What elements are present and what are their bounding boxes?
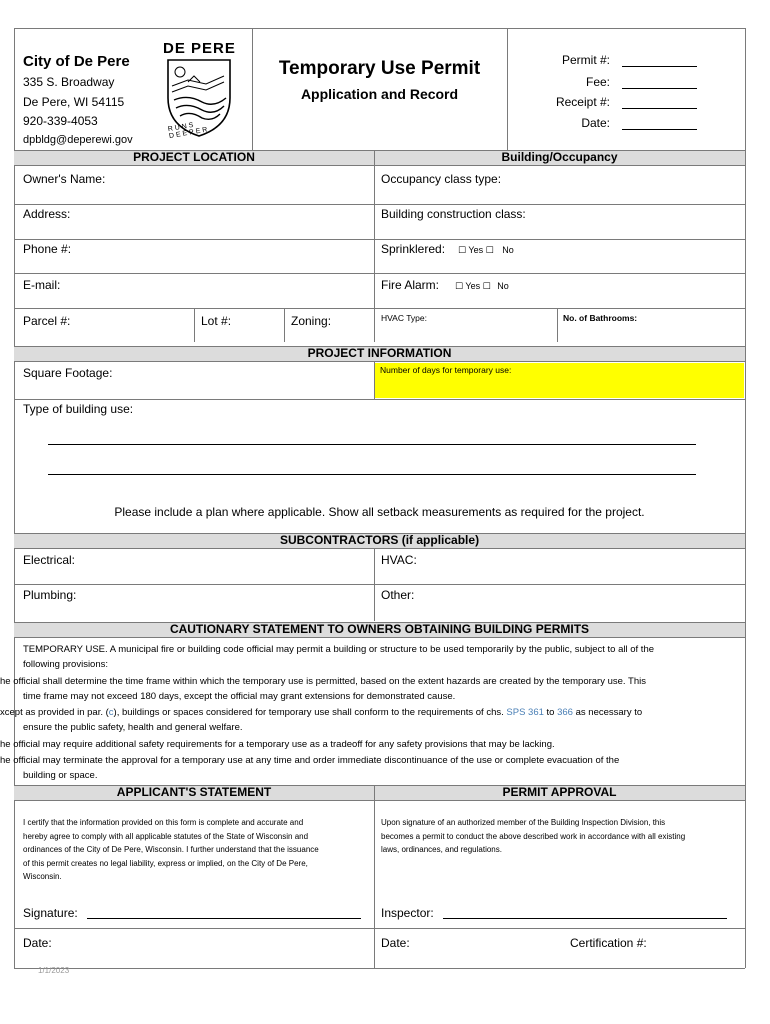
cautionary-intro-1: A municipal fire or building code official may permit a building or structure to be used temporarily by the public, subject to all of the [107,644,655,655]
type-of-use-label: Type of building use: [23,402,134,416]
fire-alarm-options [455,281,509,292]
sprinklered-label: Sprinklered: [381,242,446,256]
bathrooms-field[interactable]: No. of Bathrooms: [563,313,638,323]
permit-number-field[interactable] [622,66,697,67]
zoning-field[interactable]: Zoning: [291,314,332,328]
project-location-header-bar [14,150,745,166]
logo-title: DE PERE [163,40,236,57]
subcontractors-header-bar [14,533,745,549]
applicant-statement-heading: APPLICANT'S STATEMENT [116,785,272,799]
par-c-link[interactable]: c [108,707,114,718]
permit-date-field[interactable] [622,129,697,130]
project-information-header-bar [14,346,745,362]
inspector-label: Inspector: [381,906,434,920]
type-of-use-line-2[interactable] [48,474,696,475]
other-subcontractor-field[interactable]: Other: [381,588,415,602]
sprinklered-yes-label: Yes [468,245,484,255]
applicant-signature-field[interactable] [87,918,361,919]
city-email[interactable]: dpbldg@deperewi.gov [23,134,133,146]
cautionary-item-b-2: ensure the public safety, health and general welfare. [23,722,243,733]
applicant-statement-text: I certify that the information provided on this form is complete and accurate and hereby agree to comply with all applicable statutes of the State of Wisconsin and ordinances of the City of De Pere, Wisconsin. I further understand that the issuance of this permit creates no legal liability, express or implied, on the City of De Pere, Wisconsin. [23,818,319,881]
form-subtitle: Application and Record [300,86,459,102]
sps-361-link[interactable]: SPS 361 [506,707,544,718]
cautionary-item-a-2: time frame may not exceed 180 days, except the official may grant extensions for demonstrated cause. [23,691,456,702]
de-pere-logo [158,40,240,140]
owner-name-field[interactable]: Owner's Name: [23,172,106,186]
sprinklered-options [458,245,514,256]
building-occupancy-heading: Building/Occupancy [501,150,618,164]
sprinklered-no-label: No [502,245,514,255]
project-location-heading: PROJECT LOCATION [133,150,255,164]
cautionary-item-a-1: he official shall determine the time frame within which the temporary use is permitted, based on the extent hazards are created by the temporary use. This [0,676,646,687]
days-temporary-use-field[interactable] [375,363,744,398]
fire-alarm-label: Fire Alarm: [381,278,440,292]
cautionary-header-bar [14,622,745,638]
approval-statement-text: Upon signature of an authorized member of the Building Inspection Division, this becomes a permit to conduct the above described work in accordance with all existing laws, ordinances, and regulations. [381,818,686,854]
subcontractors-heading: SUBCONTRACTORS (if applicable) [279,533,480,547]
plumbing-field[interactable]: Plumbing: [23,588,77,602]
cautionary-item-d-2: building or space. [23,770,98,781]
permit-date-label: Date: [581,116,610,130]
days-temporary-use-label: Number of days for temporary use: [380,365,512,375]
phone-field[interactable]: Phone #: [23,242,72,256]
cautionary-intro-2: following provisions: [23,659,109,670]
project-information-heading: PROJECT INFORMATION [307,346,452,360]
city-address-line-2: De Pere, WI 54115 [23,95,125,109]
cautionary-heading: CAUTIONARY STATEMENT TO OWNERS OBTAINING BUILDING PERMITS [169,622,590,636]
fire-alarm-no-label: No [497,281,509,291]
email-field[interactable]: E-mail: [23,278,61,292]
square-footage-field[interactable]: Square Footage: [23,366,113,380]
cautionary-item-d-1: he official may terminate the approval for a temporary use at any time and order immediate discontinuance of the use or complete evacuation of the [0,755,620,766]
lot-field[interactable]: Lot #: [201,314,232,328]
city-address-line-1: 335 S. Broadway [23,75,115,89]
applicant-date-field[interactable]: Date: [23,936,52,950]
applicant-signature-label: Signature: [23,906,78,920]
cautionary-item-b-1: xcept as provided in par. (c), buildings or spaces considered for temporary use shall conform to the requirements of chs. SPS 361 to 366 as necessary to [0,707,643,718]
fee-field[interactable] [622,88,697,89]
cautionary-item-c: he official may require additional safety requirements for a temporary use as a tradeoff for any safety provisions that may be lacking. [0,739,555,750]
parcel-field[interactable]: Parcel #: [23,314,71,328]
permit-approval-heading: PERMIT APPROVAL [502,785,617,799]
plan-note: Please include a plan where applicable. Show all setback measurements as required for the project. [114,505,645,519]
occupancy-class-field[interactable]: Occupancy class type: [381,172,502,186]
logo-tagline: RUNS DEEPER [167,121,210,141]
fee-label: Fee: [585,75,610,89]
sprinklered-yes-checkbox[interactable]: ☐ [458,245,467,255]
hvac-type-field[interactable]: HVAC Type: [381,313,427,323]
electrical-field[interactable]: Electrical: [23,553,76,567]
address-field[interactable]: Address: [23,207,71,221]
receipt-number-field[interactable] [622,108,697,109]
fire-alarm-yes-checkbox[interactable]: ☐ [455,281,464,291]
city-name: City of De Pere [23,53,130,70]
sprinklered-no-checkbox[interactable]: ☐ [485,245,494,255]
construction-class-field[interactable]: Building construction class: [381,207,526,221]
permit-number-label: Permit #: [561,53,610,67]
inspector-signature-field[interactable] [443,918,727,919]
type-of-use-line-1[interactable] [48,444,696,445]
city-phone: 920-339-4053 [23,114,98,128]
sps-366-link[interactable]: 366 [557,707,573,718]
fire-alarm-yes-label: Yes [465,281,481,291]
form-version-date: 1/1/2023 [38,966,70,975]
approval-date-field[interactable]: Date: [381,936,410,950]
form-title: Temporary Use Permit [278,58,481,79]
hvac-subcontractor-field[interactable]: HVAC: [381,553,417,567]
statement-header-bar [14,785,745,801]
certification-number-field[interactable]: Certification #: [570,936,647,950]
cautionary-intro-lead: TEMPORARY USE. [23,644,108,655]
fire-alarm-no-checkbox[interactable]: ☐ [482,281,491,291]
receipt-number-label: Receipt #: [555,95,610,109]
